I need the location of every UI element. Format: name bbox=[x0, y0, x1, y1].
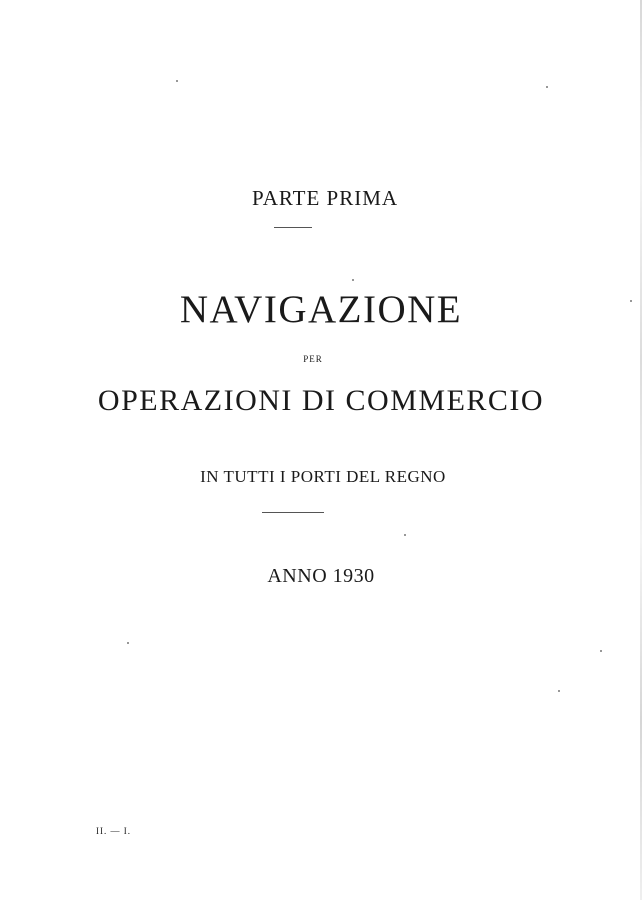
scan-speck bbox=[127, 642, 129, 644]
main-title: NAVIGAZIONE bbox=[179, 288, 463, 331]
divider-medium bbox=[262, 512, 324, 513]
scan-speck bbox=[546, 86, 548, 88]
scan-speck bbox=[352, 279, 354, 281]
year-line: ANNO 1930 bbox=[267, 565, 375, 587]
scan-speck bbox=[600, 650, 602, 652]
scan-speck bbox=[558, 690, 560, 692]
scan-speck bbox=[404, 534, 406, 536]
ports-line: IN TUTTI I PORTI DEL REGNO bbox=[200, 467, 446, 486]
divider-short bbox=[274, 227, 312, 228]
connector-text: PER bbox=[303, 354, 323, 364]
scan-speck bbox=[630, 300, 632, 302]
part-title: PARTE PRIMA bbox=[251, 186, 399, 210]
subtitle: OPERAZIONI DI COMMERCIO bbox=[97, 384, 545, 417]
scan-speck bbox=[176, 80, 178, 82]
page-marker: II. — I. bbox=[96, 826, 131, 836]
